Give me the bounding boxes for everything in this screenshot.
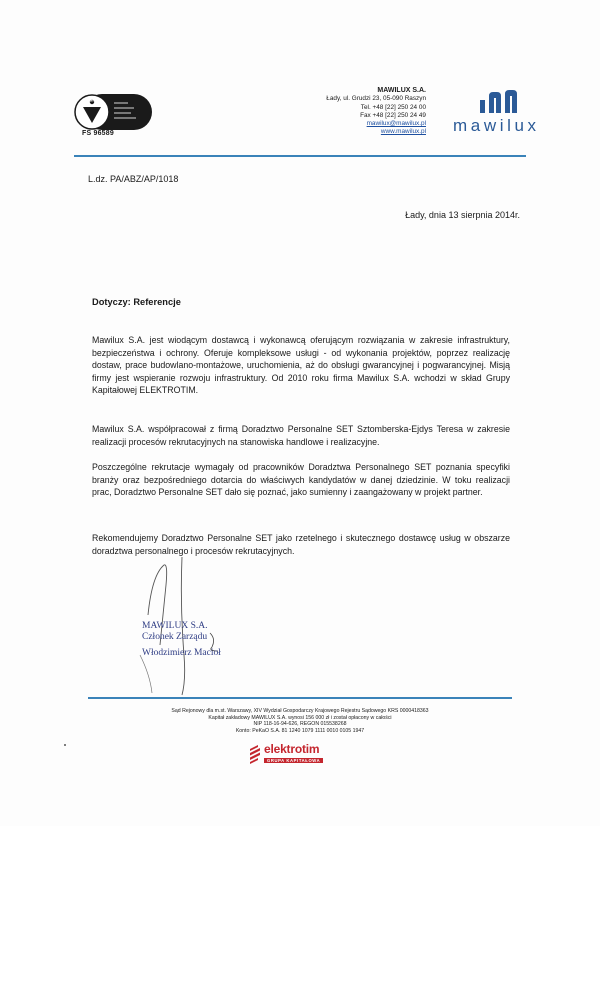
footer-share-capital: Kapitał zakładowy MAWILUX S.A. wynosi 156 000 zł i został opłacony w całości <box>208 714 392 721</box>
mawilux-logo-icon <box>476 90 522 114</box>
footer-tax-ids: NIP 118-16-94-626, REGON 015538268 <box>253 721 347 728</box>
elektrotim-group-logo <box>248 743 338 769</box>
reference-number: L.dz. PA/ABZ/AP/1018 <box>88 174 179 184</box>
paragraph-cooperation: Mawilux S.A. współpracował z firmą Doradztwo Personalne SET Sztomberska-Ejdys Teresa w zakresie realizacji procesów rekrutacyjnych na stanowiska handlowe i realizacyjne. <box>92 424 510 447</box>
company-phone: Tel. +48 [22] 250 24 00 <box>360 103 426 111</box>
footer-bank-account: Konto: PeKaO S.A. 81 1240 1079 1111 0010 0105 1947 <box>235 728 365 735</box>
paragraph-company-intro: Mawilux S.A. jest wiodącym dostawcą i wykonawcą oferującym rozwiązania w zakresie infrastruktury, bezpieczeństwa i ochrony. Oferuje kompleksowe usługi - od wykonania projektów, poprzez realizację dostaw, prace budowlano-montażowe, uruchomienia, aż do obsługi gwarancyjnej i pogwarancyjnej. Misją firmy jest wspieranie rozwoju infrastruktury. Od 2010 roku firma Mawilux S.A. wchodzi w skład Grupy Kapitałowej ELEKTROTIM. <box>92 335 510 396</box>
scan-speck <box>64 744 66 746</box>
mawilux-logo-wordmark: mawilux <box>453 116 540 135</box>
stamp-position: Członek Zarządu <box>142 632 208 642</box>
company-email-link[interactable]: mawilux@mawilux.pl <box>366 120 426 128</box>
certificate-number: FS 96589 <box>82 130 114 137</box>
elektrotim-tagline: GRUPA KAPITAŁOWA <box>264 758 323 763</box>
bsi-badge-text: bsi. <box>87 97 95 103</box>
stamp-company-name: MAWILUX S.A. <box>142 621 208 631</box>
header-divider <box>74 155 526 157</box>
stamp-signatory-name: Włodzimierz Macioł <box>142 648 221 658</box>
company-fax: Fax +48 [22] 250 24 49 <box>360 111 426 119</box>
letter-subject: Dotyczy: Referencje <box>92 297 181 307</box>
footer-registration-info <box>90 708 510 735</box>
letter-date: Łady, dnia 13 sierpnia 2014r. <box>405 210 520 220</box>
company-address-block <box>300 87 426 137</box>
elektrotim-name: elektrotim <box>264 742 320 756</box>
company-address: Łady, ul. Grudzi 23, 05-090 Raszyn <box>326 95 426 103</box>
company-name: MAWILUX S.A. <box>377 87 426 94</box>
paragraph-recommendation: Rekomendujemy Doradztwo Personalne SET jako rzetelnego i skutecznego dostawcę usług w obszarze doradztwa personalnego i procesów rekrutacyjnych. <box>92 533 510 556</box>
company-website-link[interactable]: www.mawilux.pl <box>380 128 426 136</box>
footer-court-registration: Sąd Rejonowy dla m.st. Warszawy, XIV Wydział Gospodarczy Krajowego Rejestru Sądowego KRS 0000418363 <box>171 708 429 714</box>
bsi-certification-logo <box>74 93 154 131</box>
elektrotim-mark-icon <box>248 743 262 765</box>
paragraph-recruitment: Poszczególne rekrutacje wymagały od pracowników Doradztwa Personalnego SET poznania specyfiki branży oraz bezpośredniego dotarcia do właściwych kandydatów w danej dziedzinie. W toku realizacji prac, Doradztwo Personalne SET dało się poznać, jako sumienny i zaangażowany w projekt partner. <box>92 462 510 498</box>
company-stamp <box>142 621 221 659</box>
footer-divider <box>88 697 512 699</box>
